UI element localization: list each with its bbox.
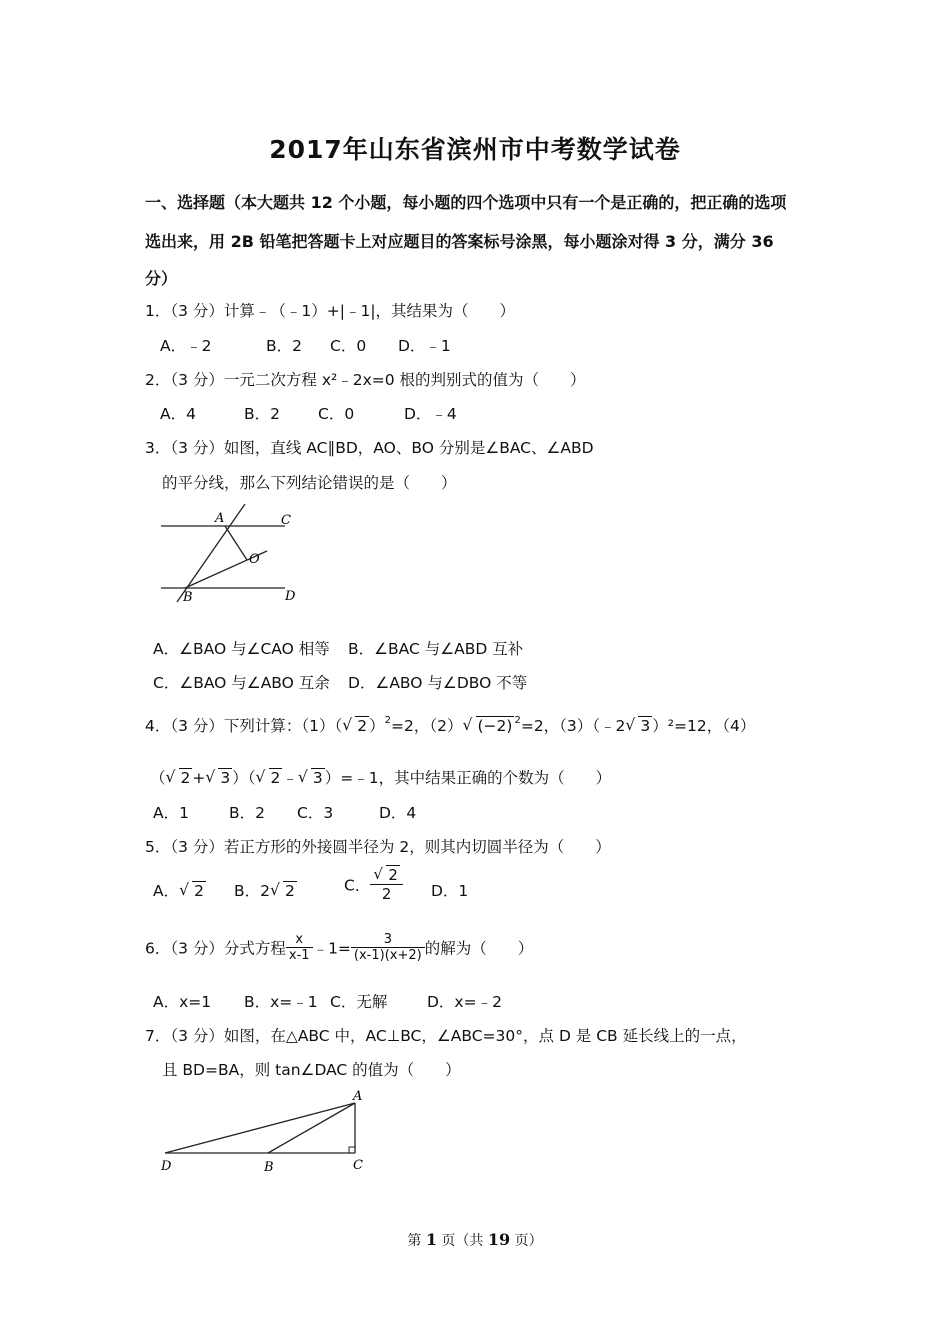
q2-stem: 2．（3 分）一元二次方程 x²﹣2x=0 根的判别式的值为（ ） bbox=[145, 371, 586, 389]
q6-stem: 6．（3 分）分式方程 $\frac{x}{x-1}$ ﹣1= $\frac{3}{(x-1)(x+2)}$ 的解为（ ） bbox=[145, 932, 534, 963]
section-heading-line2: 选出来，用 2B 铅笔把答题卡上对应题目的答案标号涂黑，每小题涂对得 3 分，满分 36 bbox=[145, 232, 774, 251]
label-c: C bbox=[281, 513, 291, 528]
label-a: A bbox=[215, 511, 225, 526]
q7-figure bbox=[155, 1085, 375, 1180]
q4-p1-radical: √ 2 bbox=[342, 717, 369, 735]
segment-da bbox=[165, 1103, 355, 1153]
q4-option-a: A．1 bbox=[153, 804, 189, 822]
q3-stem-line2: 的平分线，那么下列结论错误的是（ ） bbox=[162, 474, 457, 492]
q6-fraction-1: $\frac{x}{x-1}$ bbox=[286, 932, 313, 963]
q3-option-b: B．∠BAC 与∠ABD 互补 bbox=[348, 640, 524, 658]
q2-option-a: A．4 bbox=[160, 405, 196, 423]
q6-option-a: A．x=1 bbox=[153, 993, 212, 1011]
q4-radical-1: √ 2 bbox=[166, 769, 193, 787]
q7-stem-line1: 7．（3 分）如图，在△ABC 中，AC⊥BC，∠ABC=30°，点 D 是 CB 延长线上的一点， bbox=[145, 1027, 747, 1045]
q6-option-d: D．x=﹣2 bbox=[427, 993, 502, 1011]
q1-option-c: C．0 bbox=[330, 337, 367, 355]
page-number: 1 bbox=[425, 1230, 437, 1249]
label-b: B bbox=[264, 1160, 274, 1175]
section-heading-line1: 一、选择题（本大题共 12 个小题，每小题的四个选项中只有一个是正确的，把正确的选项 bbox=[145, 193, 787, 212]
label-o: O bbox=[249, 552, 260, 567]
q5-option-c: C． √ $\frac{2}{2}$ bbox=[344, 866, 403, 903]
q2-option-c: C．0 bbox=[318, 405, 355, 423]
q5-option-d: D．1 bbox=[431, 882, 469, 900]
label-a: A bbox=[353, 1089, 363, 1104]
label-b: B bbox=[183, 590, 193, 605]
segment-ba bbox=[268, 1103, 355, 1153]
q3-figure bbox=[155, 500, 315, 608]
q3-option-a: A．∠BAO 与∠CAO 相等 bbox=[153, 640, 330, 658]
q4-option-c: C．3 bbox=[297, 804, 334, 822]
label-c: C bbox=[353, 1158, 363, 1173]
q5-option-a: A．√ 2 bbox=[153, 879, 206, 901]
q3-stem-line1: 3．（3 分）如图，直线 AC∥BD，AO、BO 分别是∠BAC、∠ABD bbox=[145, 439, 594, 457]
q6-option-c: C．无解 bbox=[330, 993, 388, 1011]
q4-option-d: D．4 bbox=[379, 804, 417, 822]
q4-line2: （√ 2 +√ 3 ）（√ 2 ﹣√ 3 ）=﹣1，其中结果正确的个数为（ ） bbox=[150, 766, 611, 788]
q1-stem: 1．（3 分）计算﹣（﹣1）+|﹣1|，其结果为（ ） bbox=[145, 302, 516, 320]
q4-p2-radical: √ (−2) bbox=[463, 717, 515, 735]
q2-option-b: B．2 bbox=[244, 405, 280, 423]
q7-stem-line2: 且 BD=BA，则 tan∠DAC 的值为（ ） bbox=[162, 1061, 461, 1079]
q5-stem: 5．（3 分）若正方形的外接圆半径为 2，则其内切圆半径为（ ） bbox=[145, 838, 611, 856]
q5-option-b: B．2√ 2 bbox=[234, 879, 297, 901]
q2-option-d: D．﹣4 bbox=[404, 405, 457, 423]
right-angle-mark bbox=[349, 1147, 355, 1153]
q6-option-b: B．x=﹣1 bbox=[244, 993, 318, 1011]
section-heading-line3: 分） bbox=[145, 269, 178, 288]
page-total: 19 bbox=[487, 1230, 511, 1249]
q4-line1: 4．（3 分）下列计算：（1）（√ 2 ）$^2$=2，（2）√ (−2) $^2$=2，（3）（﹣2√ 3 ）²=12，（4） bbox=[145, 714, 755, 736]
q3-option-d: D．∠ABO 与∠DBO 不等 bbox=[348, 674, 528, 692]
page-footer: 第 1 页（共 19 页） bbox=[407, 1230, 543, 1249]
q4-radical-2: √ 3 bbox=[205, 769, 232, 787]
q4-radical-4: √ 3 bbox=[298, 769, 325, 787]
q4-p3-radical: √ 3 bbox=[625, 717, 652, 735]
label-d: D bbox=[161, 1159, 172, 1174]
q3-option-c: C．∠BAO 与∠ABO 互余 bbox=[153, 674, 330, 692]
segment-ao bbox=[225, 526, 247, 560]
page-title: 2017年山东省滨州市中考数学试卷 bbox=[269, 135, 681, 164]
label-d: D bbox=[285, 589, 296, 604]
q1-option-a: A．﹣2 bbox=[160, 337, 212, 355]
q1-option-b: B．2 bbox=[266, 337, 302, 355]
q6-fraction-2: $\frac{3}{(x-1)(x+2)}$ bbox=[351, 932, 425, 963]
q1-option-d: D．﹣1 bbox=[398, 337, 451, 355]
q4-option-b: B．2 bbox=[229, 804, 265, 822]
q4-radical-3: √ 2 bbox=[256, 769, 283, 787]
